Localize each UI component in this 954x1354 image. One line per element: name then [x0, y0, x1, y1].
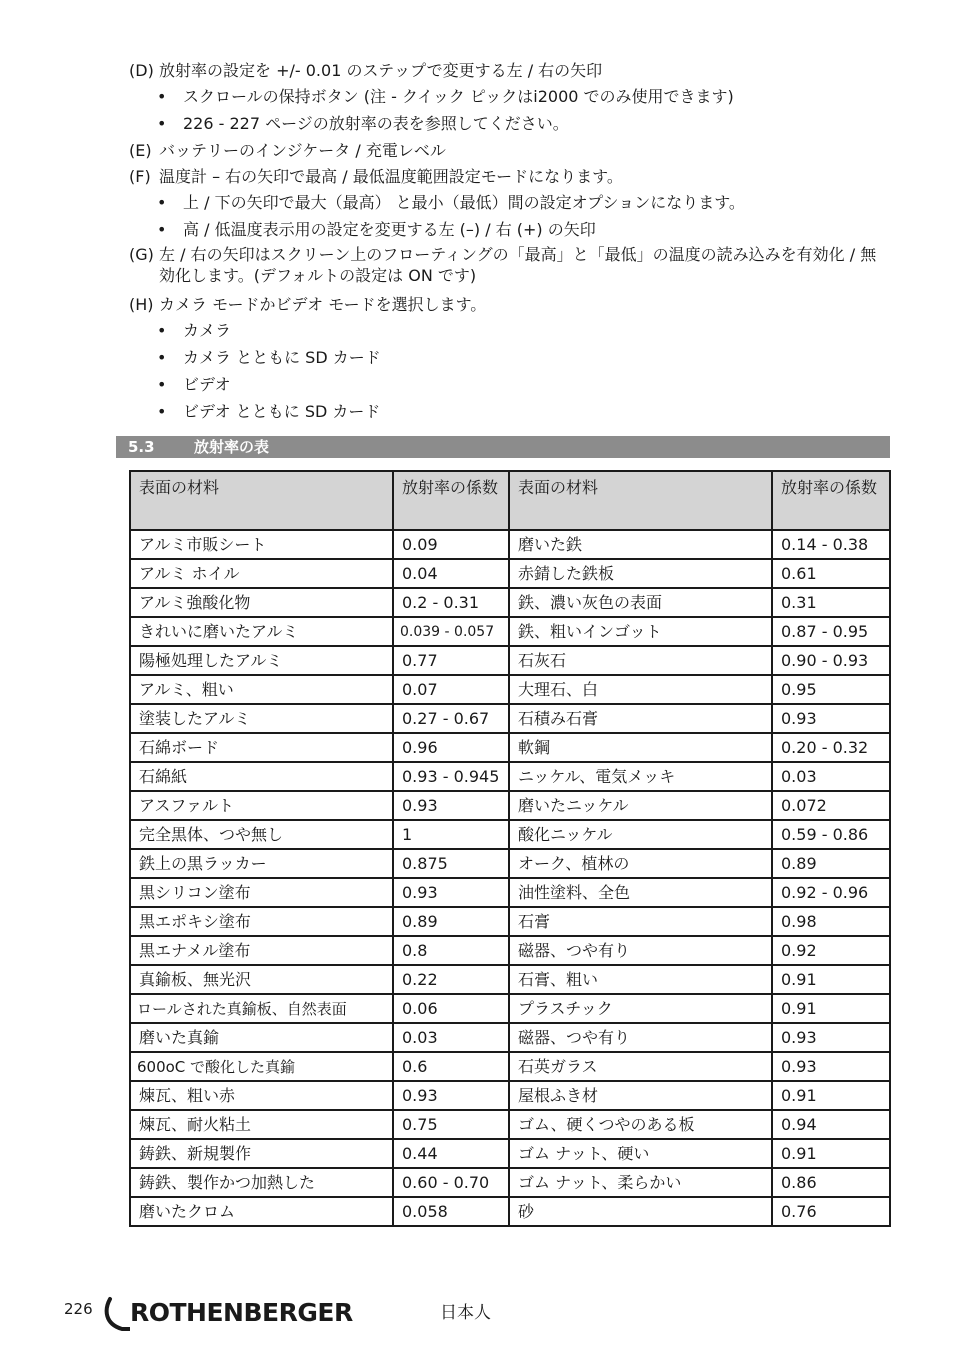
table-row	[130, 646, 890, 675]
table-row	[130, 1197, 890, 1226]
emissivity-cell: 0.072	[772, 791, 890, 820]
table-body	[130, 530, 890, 1226]
material-cell: アルミ、粗い	[130, 675, 393, 704]
material-cell: アルミ市販シート	[130, 530, 393, 559]
column-header-material: 表面の材料	[509, 471, 772, 530]
table-row	[130, 1023, 890, 1052]
table-row	[130, 559, 890, 588]
bullet-item	[129, 190, 889, 217]
table-row	[130, 907, 890, 936]
emissivity-cell: 0.2 - 0.31	[393, 588, 509, 617]
bullet-item	[129, 84, 889, 111]
table-row	[130, 878, 890, 907]
emissivity-cell: 0.31	[772, 588, 890, 617]
column-header-emissivity: 放射率の係数	[393, 471, 509, 530]
table-row	[130, 965, 890, 994]
item-f	[129, 164, 889, 190]
emissivity-cell: 0.875	[393, 849, 509, 878]
bullet-text: 226 - 227 ページの放射率の表を参照してください。	[183, 114, 569, 133]
bullet-dot-icon: •	[157, 402, 167, 421]
item-g	[129, 244, 889, 292]
brand-wordmark: ROTHENBERGER	[130, 1298, 353, 1327]
bullet-text: カメラ とともに SD カード	[183, 348, 381, 367]
emissivity-cell: 0.44	[393, 1139, 509, 1168]
emissivity-cell: 0.76	[772, 1197, 890, 1226]
table-row	[130, 617, 890, 646]
emissivity-cell: 0.09	[393, 530, 509, 559]
material-cell: 大理石、白	[509, 675, 772, 704]
bullet-item	[129, 345, 889, 372]
emissivity-cell: 0.77	[393, 646, 509, 675]
material-cell: アスファルト	[130, 791, 393, 820]
bullet-text: 上 / 下の矢印で最大（最高） と最小（最低）間の設定オプションになります。	[183, 193, 745, 212]
emissivity-cell: 0.75	[393, 1110, 509, 1139]
column-header-emissivity: 放射率の係数	[772, 471, 890, 530]
table-row	[130, 762, 890, 791]
material-cell: 鉄、粗いインゴット	[509, 617, 772, 646]
emissivity-cell: 0.22	[393, 965, 509, 994]
material-cell: 軟鋼	[509, 733, 772, 762]
emissivity-cell: 1	[393, 820, 509, 849]
material-cell: 黒エポキシ塗布	[130, 907, 393, 936]
material-cell: 磨いた真鍮	[130, 1023, 393, 1052]
item-label: (G)	[129, 245, 154, 264]
table-row	[130, 1052, 890, 1081]
bullet-item	[129, 111, 889, 138]
item-label: (H)	[129, 295, 154, 314]
bullet-text: カメラ	[183, 321, 232, 340]
emissivity-cell: 0.93	[772, 1023, 890, 1052]
material-cell: 磨いた鉄	[509, 530, 772, 559]
material-cell: ニッケル、電気メッキ	[509, 762, 772, 791]
material-cell: 完全黒体、つや無し	[130, 820, 393, 849]
material-cell: 鉄上の黒ラッカー	[130, 849, 393, 878]
emissivity-cell: 0.04	[393, 559, 509, 588]
item-label: (E)	[129, 141, 152, 160]
emissivity-cell: 0.87 - 0.95	[772, 617, 890, 646]
emissivity-cell: 0.89	[393, 907, 509, 936]
bullet-dot-icon: •	[157, 321, 167, 340]
item-text: 左 / 右の矢印はスクリーン上のフローティングの「最高」と「最低」の温度の読み込みを有効化 / 無効化します。(デフォルトの設定は ON です)	[159, 245, 877, 285]
bullet-item	[129, 399, 889, 426]
bullet-dot-icon: •	[157, 87, 167, 106]
emissivity-cell: 0.93	[393, 878, 509, 907]
material-cell: ゴム ナット、柔らかい	[509, 1168, 772, 1197]
material-cell: 鋳鉄、製作かつ加熱した	[130, 1168, 393, 1197]
bullet-dot-icon: •	[157, 348, 167, 367]
emissivity-cell: 0.94	[772, 1110, 890, 1139]
table-row	[130, 849, 890, 878]
bullet-dot-icon: •	[157, 375, 167, 394]
emissivity-cell: 0.6	[393, 1052, 509, 1081]
bullet-item	[129, 372, 889, 399]
material-cell: 陽極処理したアルミ	[130, 646, 393, 675]
material-cell: きれいに磨いたアルミ	[130, 617, 393, 646]
bullet-item	[129, 318, 889, 345]
rothenberger-logo	[100, 1296, 353, 1332]
emissivity-cell: 0.61	[772, 559, 890, 588]
material-cell: ゴム ナット、硬い	[509, 1139, 772, 1168]
emissivity-cell: 0.8	[393, 936, 509, 965]
emissivity-cell: 0.039 - 0.057	[393, 617, 509, 646]
material-cell: 石英ガラス	[509, 1052, 772, 1081]
emissivity-cell: 0.91	[772, 994, 890, 1023]
emissivity-cell: 0.90 - 0.93	[772, 646, 890, 675]
page-number: 226	[64, 1300, 93, 1318]
material-cell: 砂	[509, 1197, 772, 1226]
emissivity-cell: 0.27 - 0.67	[393, 704, 509, 733]
material-cell: 屋根ふき材	[509, 1081, 772, 1110]
bullet-text: ビデオ	[183, 375, 231, 394]
table-header-row	[130, 471, 890, 530]
table-row	[130, 675, 890, 704]
emissivity-cell: 0.92	[772, 936, 890, 965]
item-e	[129, 138, 889, 164]
bullet-text: ビデオ とともに SD カード	[183, 402, 381, 421]
emissivity-cell: 0.07	[393, 675, 509, 704]
table-row	[130, 791, 890, 820]
material-cell: ロールされた真鍮板、自然表面	[130, 994, 393, 1023]
emissivity-cell: 0.91	[772, 1081, 890, 1110]
material-cell: アルミ ホイル	[130, 559, 393, 588]
section-number: 5.3	[128, 438, 155, 456]
emissivity-cell: 0.60 - 0.70	[393, 1168, 509, 1197]
page-footer	[0, 1292, 954, 1342]
bullet-dot-icon: •	[157, 193, 167, 212]
emissivity-table	[129, 470, 891, 1227]
material-cell: 黒シリコン塗布	[130, 878, 393, 907]
emissivity-cell: 0.03	[772, 762, 890, 791]
item-d	[129, 58, 889, 84]
emissivity-cell: 0.89	[772, 849, 890, 878]
table-row	[130, 1110, 890, 1139]
emissivity-cell: 0.93	[393, 1081, 509, 1110]
table-row	[130, 733, 890, 762]
material-cell: 磨いたニッケル	[509, 791, 772, 820]
material-cell: 酸化ニッケル	[509, 820, 772, 849]
material-cell: ゴム、硬くつやのある板	[509, 1110, 772, 1139]
material-cell: 油性塗料、全色	[509, 878, 772, 907]
section-heading	[116, 436, 890, 458]
bullet-dot-icon: •	[157, 220, 167, 239]
emissivity-cell: 0.98	[772, 907, 890, 936]
logo-swoosh-icon	[100, 1296, 130, 1332]
emissivity-cell: 0.06	[393, 994, 509, 1023]
material-cell: 石膏、粗い	[509, 965, 772, 994]
emissivity-cell: 0.93	[393, 791, 509, 820]
item-label: (D)	[129, 61, 154, 80]
emissivity-cell: 0.93	[772, 704, 890, 733]
item-text: 放射率の設定を +/- 0.01 のステップで変更する左 / 右の矢印	[159, 61, 603, 80]
emissivity-cell: 0.86	[772, 1168, 890, 1197]
material-cell: 鉄、濃い灰色の表面	[509, 588, 772, 617]
section-title: 放射率の表	[194, 438, 270, 456]
emissivity-cell: 0.91	[772, 1139, 890, 1168]
material-cell: 600oC で酸化した真鍮	[130, 1052, 393, 1081]
emissivity-cell: 0.93 - 0.945	[393, 762, 509, 791]
table-row	[130, 820, 890, 849]
item-text: バッテリーのインジケータ / 充電レベル	[159, 141, 446, 160]
material-cell: 黒エナメル塗布	[130, 936, 393, 965]
material-cell: 石膏	[509, 907, 772, 936]
material-cell: 磁器、つや有り	[509, 936, 772, 965]
material-cell: 磨いたクロム	[130, 1197, 393, 1226]
emissivity-cell: 0.20 - 0.32	[772, 733, 890, 762]
material-cell: 石綿ボード	[130, 733, 393, 762]
emissivity-cell: 0.14 - 0.38	[772, 530, 890, 559]
table-row	[130, 704, 890, 733]
table-row	[130, 1081, 890, 1110]
material-cell: 赤錆した鉄板	[509, 559, 772, 588]
instruction-list	[129, 58, 889, 426]
emissivity-cell: 0.91	[772, 965, 890, 994]
bullet-dot-icon: •	[157, 114, 167, 133]
emissivity-cell: 0.058	[393, 1197, 509, 1226]
table-row	[130, 1139, 890, 1168]
table-row	[130, 994, 890, 1023]
material-cell: 塗装したアルミ	[130, 704, 393, 733]
item-text: 温度計 – 右の矢印で最高 / 最低温度範囲設定モードになります。	[159, 167, 623, 186]
bullet-item	[129, 217, 889, 244]
material-cell: オーク、植林の	[509, 849, 772, 878]
item-text: カメラ モードかビデオ モードを選択します。	[159, 295, 487, 314]
table-row	[130, 588, 890, 617]
material-cell: 煉瓦、粗い赤	[130, 1081, 393, 1110]
material-cell: 鋳鉄、新規製作	[130, 1139, 393, 1168]
emissivity-cell: 0.03	[393, 1023, 509, 1052]
material-cell: 煉瓦、耐火粘土	[130, 1110, 393, 1139]
bullet-text: 高 / 低温度表示用の設定を変更する左 (–) / 右 (+) の矢印	[183, 220, 596, 239]
table-row	[130, 1168, 890, 1197]
material-cell: 石積み石膏	[509, 704, 772, 733]
item-h	[129, 292, 889, 318]
item-label: (F)	[129, 167, 151, 186]
column-header-material: 表面の材料	[130, 471, 393, 530]
material-cell: 真鍮板、無光沢	[130, 965, 393, 994]
emissivity-cell: 0.95	[772, 675, 890, 704]
material-cell: アルミ強酸化物	[130, 588, 393, 617]
emissivity-cell: 0.96	[393, 733, 509, 762]
material-cell: 石綿紙	[130, 762, 393, 791]
material-cell: 磁器、つや有り	[509, 1023, 772, 1052]
material-cell: プラスチック	[509, 994, 772, 1023]
bullet-text: スクロールの保持ボタン (注 - クイック ピックはi2000 でのみ使用できます)	[183, 87, 734, 106]
emissivity-cell: 0.59 - 0.86	[772, 820, 890, 849]
emissivity-cell: 0.93	[772, 1052, 890, 1081]
material-cell: 石灰石	[509, 646, 772, 675]
emissivity-cell: 0.92 - 0.96	[772, 878, 890, 907]
table-row	[130, 936, 890, 965]
table-row	[130, 530, 890, 559]
language-label: 日本人	[440, 1303, 491, 1323]
